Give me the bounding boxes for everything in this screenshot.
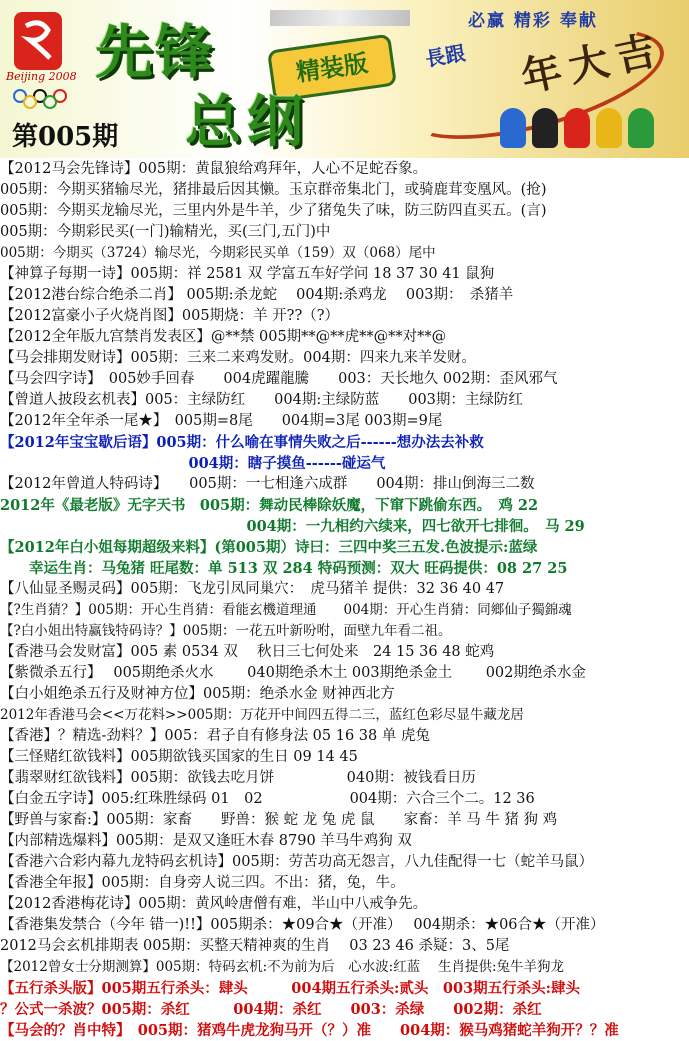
text-line: 【2012年全年杀一尾★】 005期=8尾 004期=3尾 003期=9尾	[0, 413, 443, 429]
text-line: 【2012全年版九宫禁肖发表区】@**禁 005期**@**虎**@**对**@	[0, 329, 447, 345]
banner-badge: 精装版	[267, 34, 397, 103]
text-line: 2012年香港马会<<万花料>>005期：万花开中间四五得二三，蓝红色彩尽显牛藏龙居	[0, 707, 524, 723]
text-line: 005期：今期买（3724）输尽光，今期彩民买单（159）双（068）尾中	[0, 245, 436, 261]
text-line: 【马会排期发财诗】005期：三来二来鸡发财。004期：四来九来羊发财。	[0, 350, 476, 366]
top-strip	[270, 10, 410, 26]
text-line: 【2012年白小姐每期超级来料】(第005期）诗曰：三四中奖三五发.色波提示:蓝绿	[0, 539, 538, 556]
banner-big-chars: 年大吉	[517, 25, 668, 102]
olympic-rings-icon	[10, 88, 70, 110]
mascot-red	[564, 108, 590, 148]
text-line: 【2012香港梅花诗】005期：黄风岭唐僧有难，半山中八戒争先。	[0, 896, 428, 912]
text-line: 【白金五字诗】005:红珠胜绿码 01 02 004期：六合三个二。12 36	[0, 791, 535, 807]
text-line: 【马会的？肖中特】 005期：猪鸡牛虎龙狗马开（？）准 004期：猴马鸡猪蛇羊狗开？？准	[0, 1022, 619, 1039]
issue-number: 第005期	[12, 122, 119, 152]
text-line: 【五行杀头版】005期五行杀头：肆头 004期五行杀头:贰头 003期五行杀头:肆头	[0, 980, 581, 997]
text-line: 2012马会玄机排期表 005期：买整天精神爽的生肖 03 23 46 杀疑：3、5尾	[0, 938, 510, 954]
text-line: 【白小姐绝杀五行及财神方位】005期：绝杀水金 财神西北方	[0, 686, 395, 702]
banner-slogan: 必赢 精彩 奉献	[468, 11, 598, 31]
mascot-yellow	[596, 108, 622, 148]
text-line: 【内部精选爆料】005期：是双又逢旺木春 8790 羊马牛鸡狗 双	[0, 833, 412, 849]
text-line: 【2012马会先锋诗】005期：黄鼠狼给鸡拜年，人心不足蛇吞象。	[0, 161, 428, 177]
text-line: 005期：今期彩民买(一门)输精光，买(三门,五门)中	[0, 224, 331, 240]
text-line: 005期：今期买龙输尽光，三里内外是牛羊，少了猪兔失了味，防三防四直买五。(言)	[0, 203, 547, 219]
text-line: 【野兽与家畜:】005期：家畜 野兽：猴 蛇 龙 兔 虎 鼠 家畜：羊 马 牛 猪 狗 鸡	[0, 812, 558, 828]
text-line: 【翡翠财红欲钱料】005期：欲钱去吃月饼 040期：被钱看日历	[0, 770, 476, 786]
text-line: 【香港集发禁合（今年 错一)!!】005期杀：★09合★（开准） 004期杀：★06合★（开准）	[0, 917, 605, 933]
mascot-green	[628, 108, 654, 148]
text-line: 【2012年曾道人特码诗】 005期：一七相逢六成群 004期：排山倒海三二数	[0, 476, 535, 492]
text-line: 【八仙显圣赐灵码】005期：飞龙引凤同巢穴： 虎马猪羊 提供：32 36 40 47	[0, 581, 505, 597]
text-line: 【香港六合彩内幕九龙特码玄机诗】005期：劳苦功高无怨言，八九佳配得一七（蛇羊马鼠）	[0, 854, 594, 870]
text-line: 005期：今期买猪输尽光，猪排最后因其懒。玉京群帝集北门，或骑鹿茸变凰风。(抢)	[0, 182, 547, 198]
mascot-black	[532, 108, 558, 148]
emblem-caption: Beijing 2008	[6, 70, 77, 83]
banner-title-top: 先锋	[95, 18, 216, 86]
text-line: 【?生肖猜？】005期：开心生肖猜：看能玄機道理通 004期：开心生肖猜：同鄉仙子獨錦魂	[0, 602, 572, 618]
text-line: 【曾道人披段玄机表】005：主绿防红 004期:主绿防蓝 003期：主绿防红	[0, 392, 523, 408]
text-line: 【?白小姐出特赢钱特码诗？】005期：一花五叶新吩咐，面壁九年看二祖。	[0, 623, 452, 639]
text-line: 【2012年宝宝歇后语】005期：什么喻在事情失败之后------想办法去补救	[0, 434, 484, 451]
text-line: 【紫微杀五行】 005期绝杀火水 040期绝杀木土 003期绝杀金土 002期绝杀水金	[0, 665, 586, 681]
text-line: 【马会四字诗】 005妙手回春 004虎躍龍騰 003：天长地久 002期：歪风邪气	[0, 371, 558, 387]
mascot-blue	[500, 108, 526, 148]
text-line: 【2012富豪小子火烧肖图】005期烧：羊 开??（?）	[0, 308, 340, 324]
text-line: 004期：一九相约六续来，四七欲开七排徊。 马 29	[0, 518, 585, 535]
text-line: 【2012曾女士分期测算】005期：特码玄机:不为前为后 心水波:红蓝 生肖提供:兔牛羊狗龙	[0, 959, 565, 975]
text-line: 【香港马会发财富】005 素 0534 双 秋日三七何处来 24 15 36 48 蛇鸡	[0, 644, 495, 660]
text-line: ？公式一杀波？005期：杀红 004期：杀红 003：杀绿 002期：杀红	[0, 1001, 542, 1018]
banner-follow-text: 長跟	[423, 40, 468, 72]
banner-title-bottom: 总纲	[185, 89, 309, 155]
text-line: 2012年《最老版》无字天书 005期：舞动民棒除妖魔，下窜下跳偷东西。 鸡 22	[0, 497, 539, 514]
text-line: 【香港】？精选-劲料？】005：君子自有修身法 05 16 38 单 虎兔	[0, 728, 430, 744]
text-line: 【三怪赌红欲钱料】005期欲钱买国家的生日 09 14 45	[0, 749, 358, 765]
header-banner	[0, 0, 689, 158]
text-line: 【香港全年报】005期：自身旁人说三四。不出：猪，兔，牛。	[0, 875, 405, 891]
text-line: 幸运生肖：马兔猪 旺尾数：单 513 双 284 特码预测：双大 旺码提供：08 27 25	[0, 560, 568, 577]
text-line: 004期：瞎子摸鱼------碰运气	[0, 455, 386, 472]
text-line: 【神算子每期一诗】005期：祥 2581 双 学富五车好学问 18 37 30 41 鼠狗	[0, 266, 495, 282]
text-line: 【2012港台综合绝杀二肖】 005期:杀龙蛇 004期:杀鸡龙 003期： 杀猪羊	[0, 287, 514, 303]
